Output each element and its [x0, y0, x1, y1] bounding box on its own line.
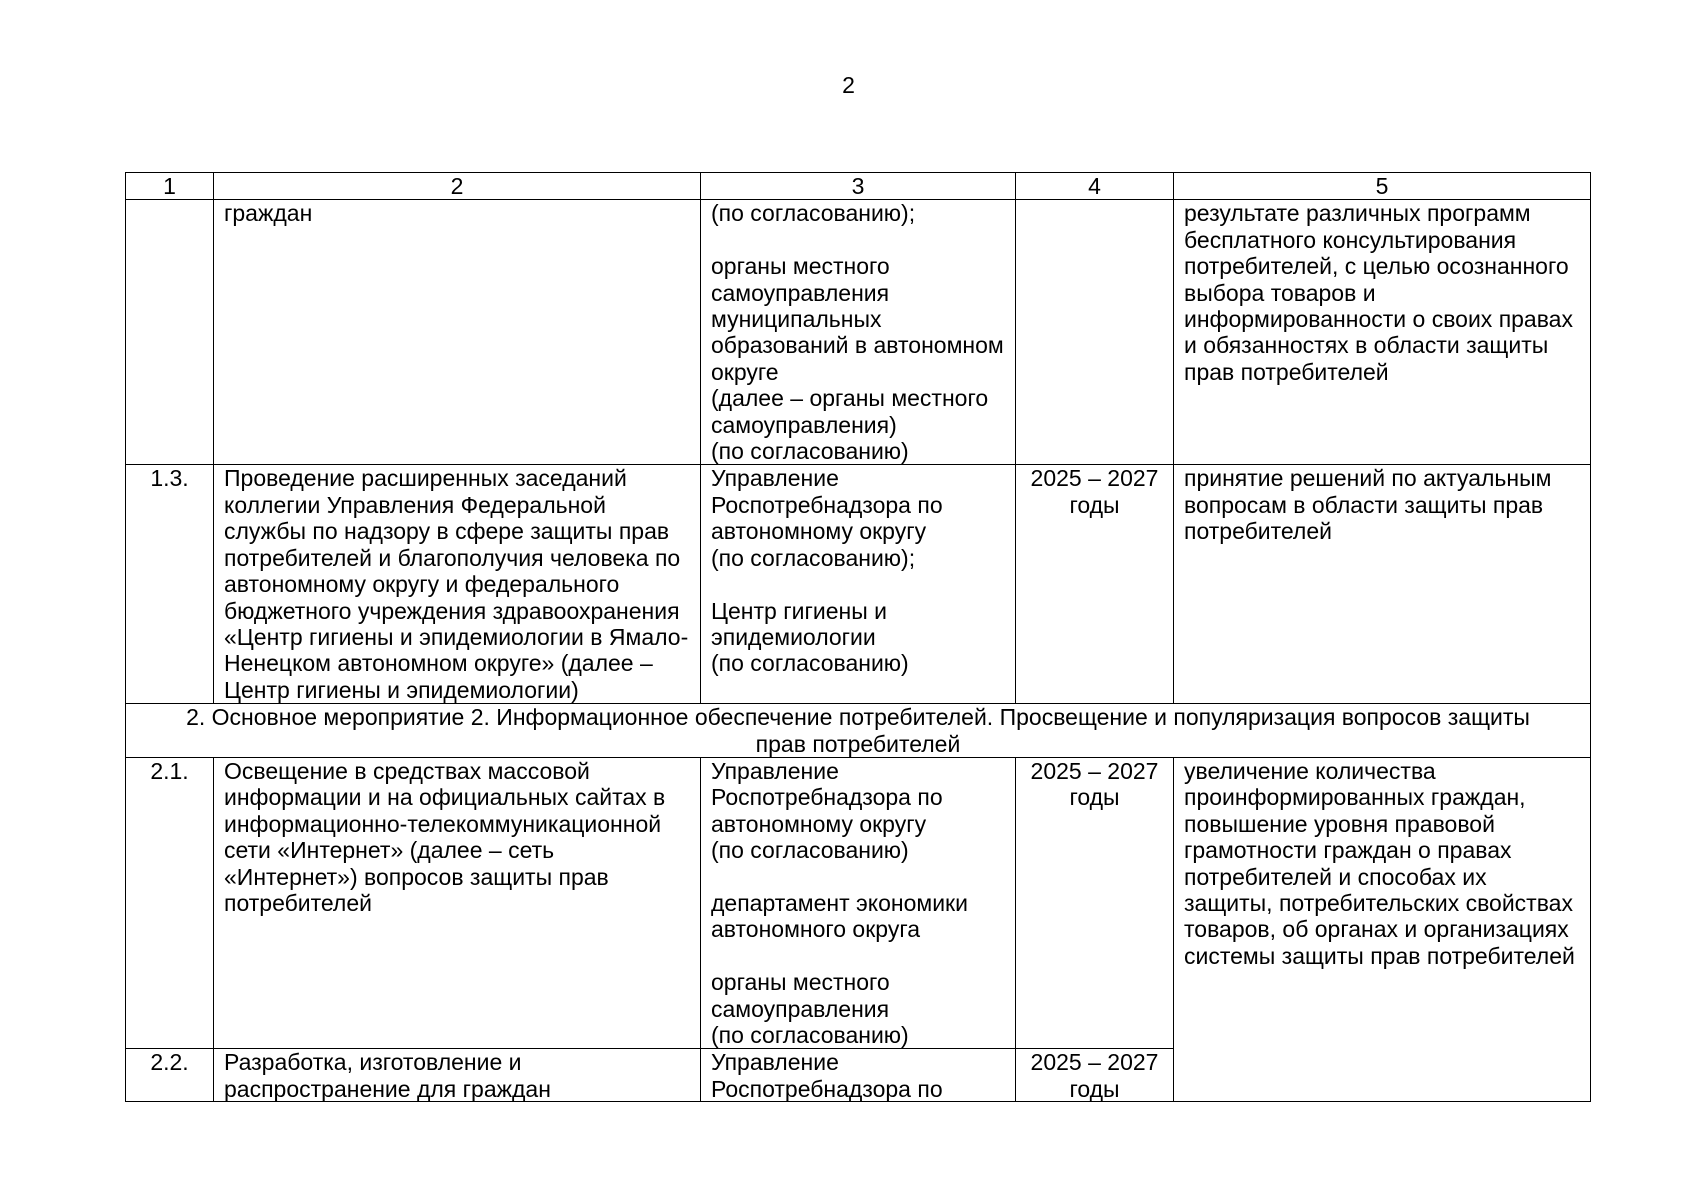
result-cell: увеличение количества проинформированных граждан, повышение уровня правовой грамотности граждан о правах потребителей и способах их защиты, потребительских свойствах товаров, об органах и организациях системы защиты прав потребителей	[1174, 757, 1591, 1101]
measures-table	[125, 172, 1591, 1102]
executors-cell	[701, 1049, 1016, 1102]
section-heading: 2. Основное мероприятие 2. Информационное обеспечение потребителей. Просвещение и популяризация вопросов защиты прав потребителей	[126, 704, 1591, 758]
activity-cell: Освещение в средствах массовой информации и на официальных сайтах в информационно-телекоммуникационной сети «Интернет» (далее – сеть «Интернет») вопросов защиты прав потребителей	[214, 757, 701, 1048]
table-row	[126, 465, 1591, 704]
row-number	[126, 1049, 214, 1102]
row-number	[126, 200, 214, 465]
executors-cell: Управление Роспотребнадзора по автономному округу (по согласованию) департамент экономики автономного округа органы местного самоуправления (по согласованию)	[701, 757, 1016, 1048]
row-number: 1.3.	[126, 465, 214, 704]
row-number-text: 2.2.	[150, 1049, 189, 1076]
period-cell	[1016, 1049, 1174, 1102]
activity-text: Разработка, изготовление и распространение для граждан	[224, 1049, 551, 1102]
column-header: 2	[214, 173, 701, 200]
result-cell: принятие решений по актуальным вопросам в области защиты прав потребителей	[1174, 465, 1591, 704]
executors-cell: Управление Роспотребнадзора по автономному округу (по согласованию); Центр гигиены и эпидемиологии (по согласованию)	[701, 465, 1016, 704]
executors-text: Управление Роспотребнадзора по	[711, 1049, 943, 1102]
table-row	[126, 200, 1591, 465]
column-header: 4	[1016, 173, 1174, 200]
section-heading-row	[126, 704, 1591, 758]
activity-cell	[214, 1049, 701, 1102]
column-header: 1	[126, 173, 214, 200]
table-row	[126, 757, 1591, 1048]
column-header: 5	[1174, 173, 1591, 200]
row-number: 2.1.	[126, 757, 214, 1048]
column-header: 3	[701, 173, 1016, 200]
period-cell: 2025 – 2027 годы	[1016, 465, 1174, 704]
period-cell: 2025 – 2027 годы	[1016, 757, 1174, 1048]
result-cell: результате различных программ бесплатного консультирования потребителей, с целью осознанного выбора товаров и информированности о своих правах и обязанностях в области защиты прав потребителей	[1174, 200, 1591, 465]
page-number: 2	[842, 72, 855, 98]
activity-cell: Проведение расширенных заседаний коллегии Управления Федеральной службы по надзору в сфере защиты прав потребителей и благополучия человека по автономному округу и федерального бюджетного учреждения здравоохранения «Центр гигиены и эпидемиологии в Ямало-Ненецком автономном округе» (далее – Центр гигиены и эпидемиологии)	[214, 465, 701, 704]
period-text: 2025 – 2027 годы	[1030, 1049, 1159, 1102]
table-header-row	[126, 173, 1591, 200]
activity-cell: граждан	[214, 200, 701, 465]
executors-cell: (по согласованию); органы местного самоуправления муниципальных образований в автономном округе (далее – органы местного самоуправления) (по согласованию)	[701, 200, 1016, 465]
period-cell	[1016, 200, 1174, 465]
